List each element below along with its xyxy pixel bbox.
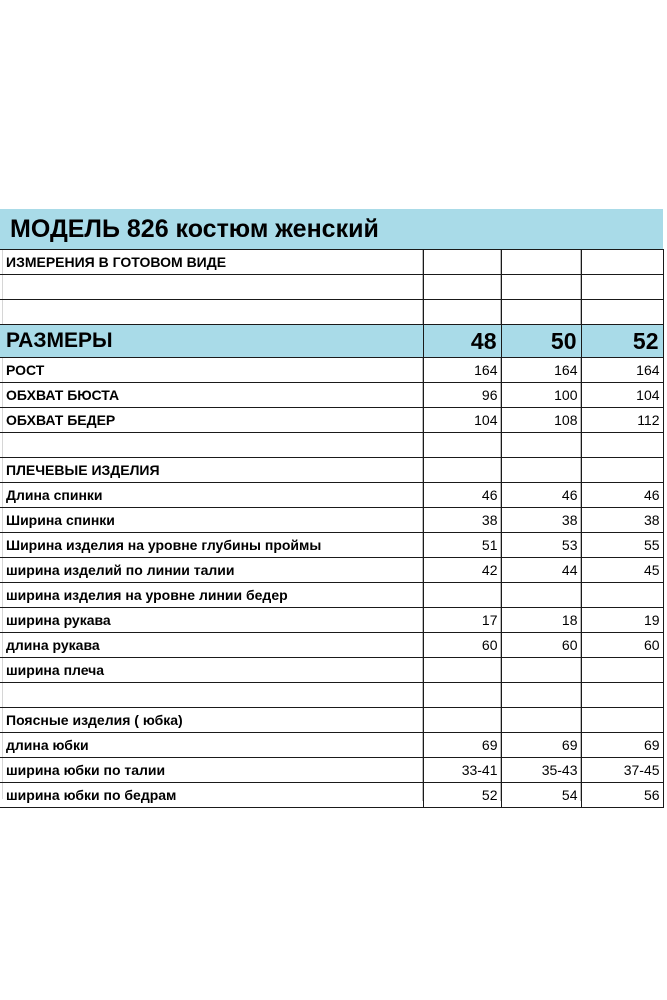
table-row [0, 608, 663, 633]
cell-value: 69 [501, 733, 581, 758]
cell-value [581, 658, 663, 683]
row-label: ширина юбки по бедрам [0, 783, 423, 808]
table-row [0, 558, 663, 583]
cell-value: 33-41 [423, 758, 501, 783]
cell-value: 104 [581, 383, 663, 408]
empty-row [0, 275, 663, 300]
sizes-label: РАЗМЕРЫ [0, 325, 423, 358]
row-label: Ширина спинки [0, 508, 423, 533]
cell-value: 51 [423, 533, 501, 558]
cell-value [581, 583, 663, 608]
size-table [0, 209, 664, 808]
cell-value [501, 583, 581, 608]
cell-value: 60 [501, 633, 581, 658]
table-row [0, 383, 663, 408]
cell-value: 42 [423, 558, 501, 583]
row-label: РОСТ [0, 358, 423, 383]
row-label: Длина спинки [0, 483, 423, 508]
row-label: ОБХВАТ БЮСТА [0, 383, 423, 408]
cell-value: 19 [581, 608, 663, 633]
table-row [0, 508, 663, 533]
table-row [0, 583, 663, 608]
cell-value: 37-45 [581, 758, 663, 783]
cell-value: 69 [423, 733, 501, 758]
table-row [0, 783, 663, 808]
table-row [0, 758, 663, 783]
row-label: ОБХВАТ БЕДЕР [0, 408, 423, 433]
cell-value: 52 [423, 783, 501, 808]
cell-value: 38 [423, 508, 501, 533]
cell-value: 60 [423, 633, 501, 658]
empty-row [0, 683, 663, 708]
cell-value: 56 [581, 783, 663, 808]
row-label: длина юбки [0, 733, 423, 758]
shoulder-section-label: ПЛЕЧЕВЫЕ ИЗДЕЛИЯ [0, 458, 423, 483]
table-row [0, 533, 663, 558]
cell-value: 45 [581, 558, 663, 583]
row-label: Ширина изделия на уровне глубины проймы [0, 533, 423, 558]
row-label: ширина плеча [0, 658, 423, 683]
cell-value [423, 583, 501, 608]
empty-row [0, 300, 663, 325]
cell-value: 46 [581, 483, 663, 508]
cell-value: 104 [423, 408, 501, 433]
model-title: МОДЕЛЬ 826 костюм женский [0, 209, 663, 250]
table-row [0, 733, 663, 758]
cell-value [501, 658, 581, 683]
cell-value: 60 [581, 633, 663, 658]
measurements-subtitle: ИЗМЕРЕНИЯ В ГОТОВОМ ВИДЕ [0, 250, 423, 275]
row-label: ширина рукава [0, 608, 423, 633]
row-label: ширина изделия на уровне линии бедер [0, 583, 423, 608]
cell-value: 53 [501, 533, 581, 558]
cell-value: 164 [501, 358, 581, 383]
cell-value: 164 [581, 358, 663, 383]
cell-value: 38 [581, 508, 663, 533]
cell-value: 108 [501, 408, 581, 433]
cell-value: 164 [423, 358, 501, 383]
sizes-row [0, 325, 663, 358]
cell-value: 69 [581, 733, 663, 758]
title-row [0, 209, 663, 250]
cell-value: 17 [423, 608, 501, 633]
cell-value: 18 [501, 608, 581, 633]
cell-value: 35-43 [501, 758, 581, 783]
cell-value: 112 [581, 408, 663, 433]
row-label: ширина юбки по талии [0, 758, 423, 783]
cell-value: 44 [501, 558, 581, 583]
size-header: 50 [501, 325, 581, 358]
cell-value: 46 [501, 483, 581, 508]
size-header: 52 [581, 325, 663, 358]
row-label: ширина изделий по линии талии [0, 558, 423, 583]
empty-row [0, 433, 663, 458]
table-row [0, 358, 663, 383]
cell-value: 55 [581, 533, 663, 558]
table-row [0, 408, 663, 433]
row-label: длина рукава [0, 633, 423, 658]
section-row [0, 708, 663, 733]
size-header: 48 [423, 325, 501, 358]
cell-value [423, 658, 501, 683]
cell-value: 100 [501, 383, 581, 408]
table-row [0, 483, 663, 508]
waist-section-label: Поясные изделия ( юбка) [0, 708, 423, 733]
cell-value: 46 [423, 483, 501, 508]
cell-value: 38 [501, 508, 581, 533]
table-row [0, 658, 663, 683]
section-row [0, 458, 663, 483]
cell-value: 96 [423, 383, 501, 408]
subtitle-row [0, 250, 663, 275]
table-row [0, 633, 663, 658]
cell-value: 54 [501, 783, 581, 808]
